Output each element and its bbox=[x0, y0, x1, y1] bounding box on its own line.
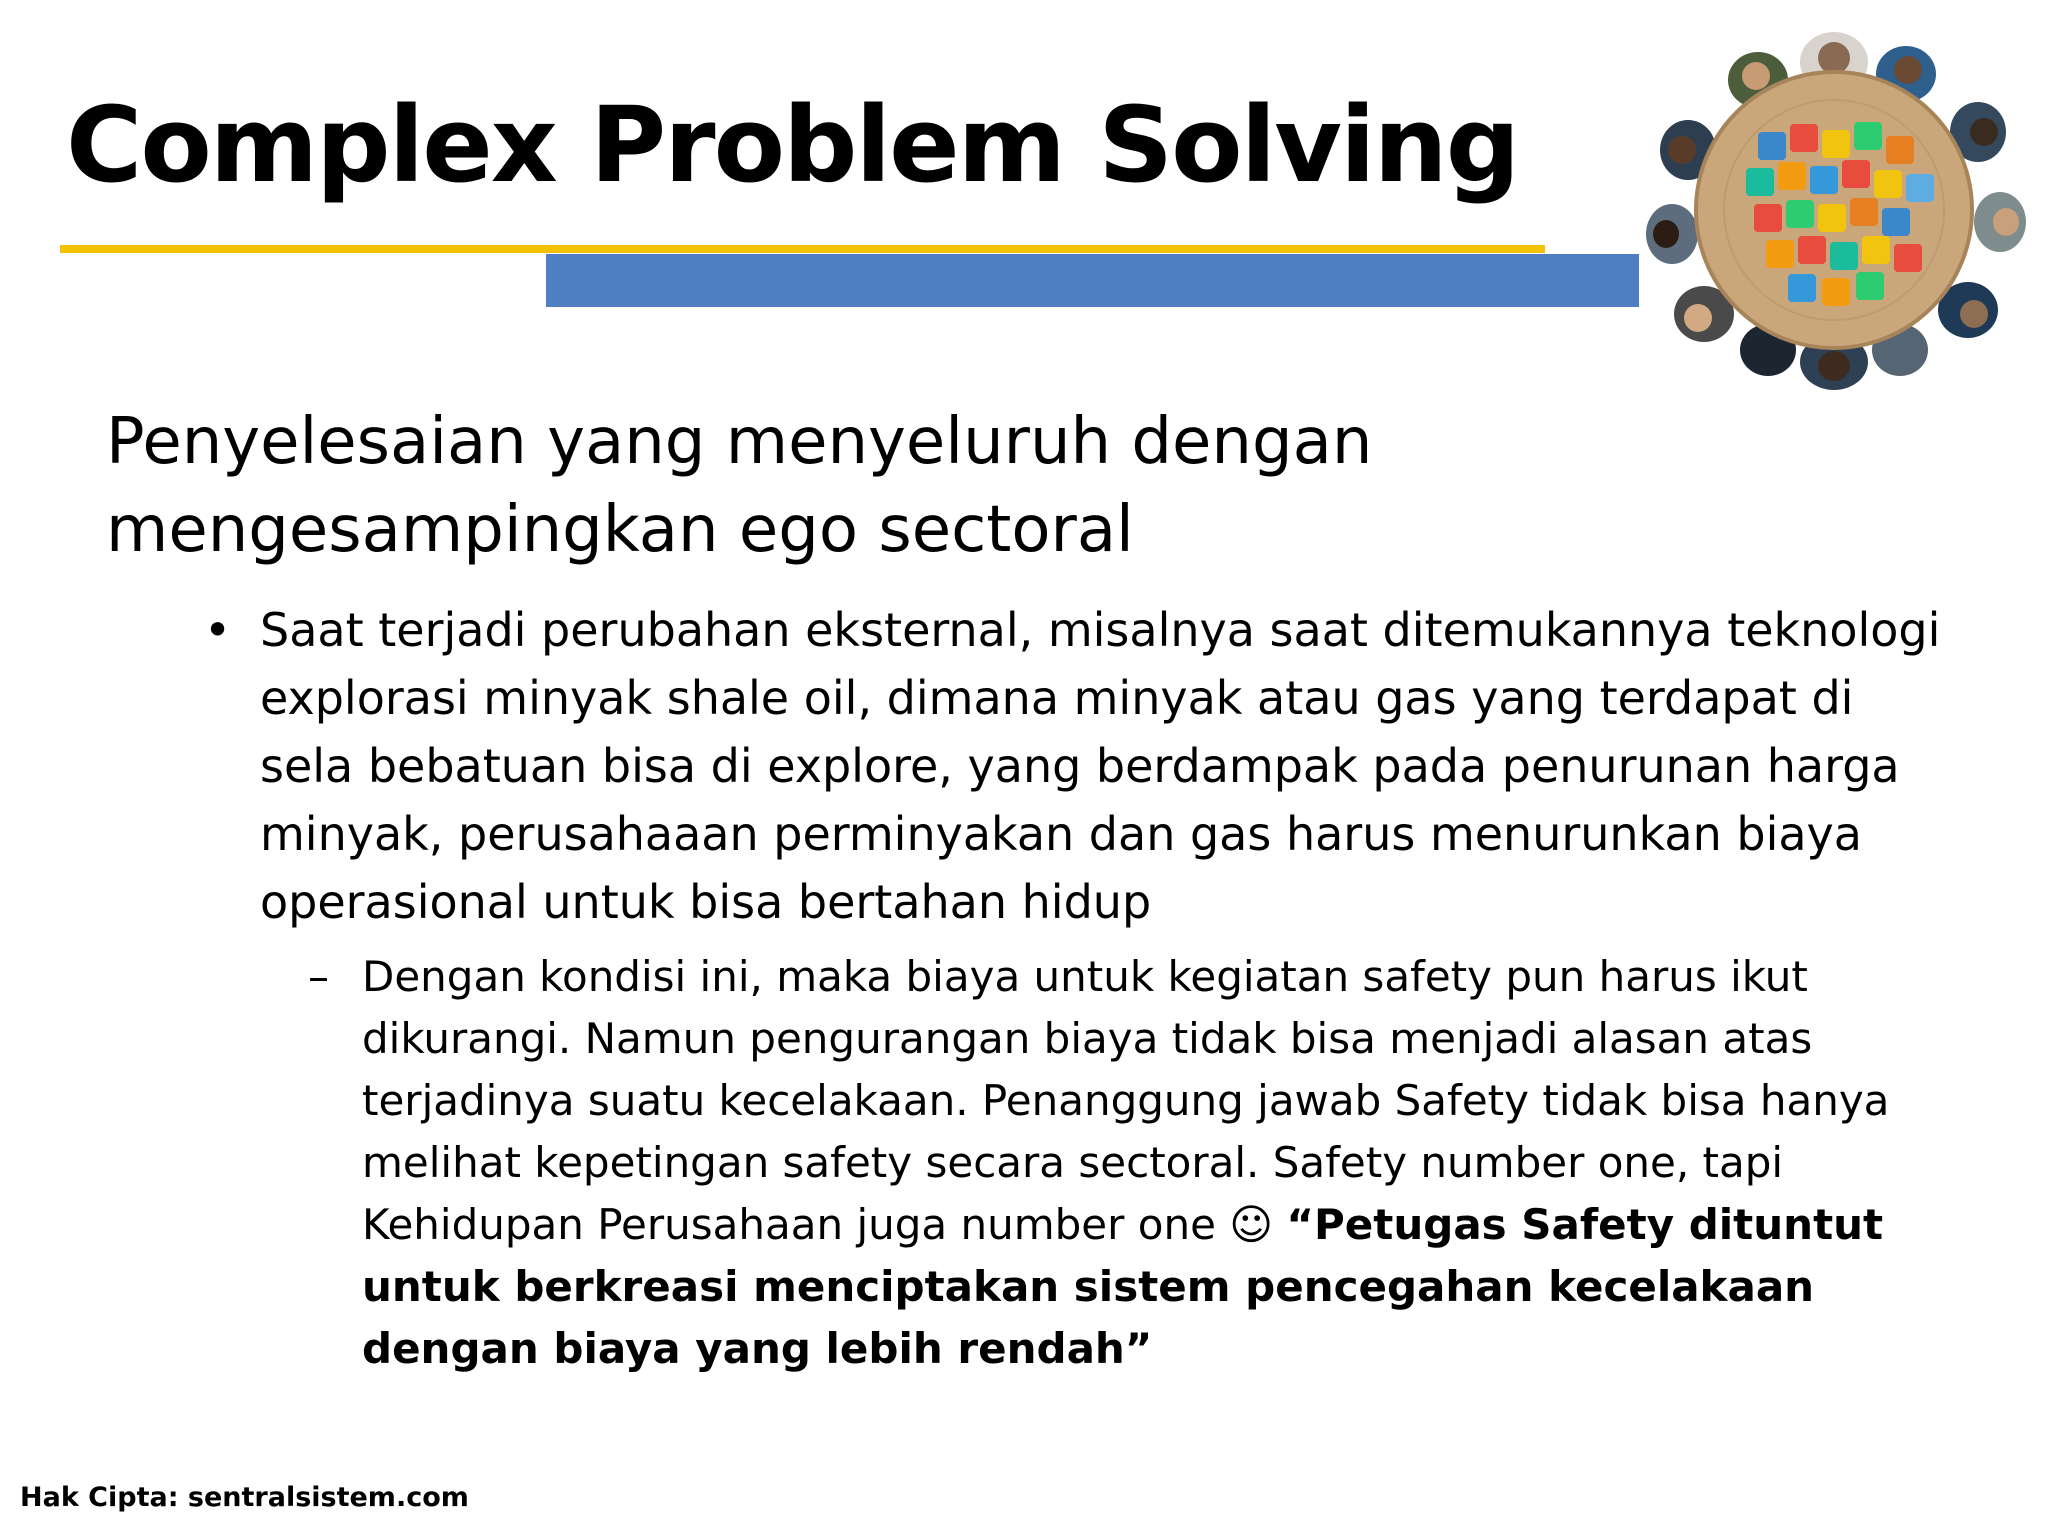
title-underline-blue-bar bbox=[546, 254, 1639, 307]
subbullet bbox=[362, 946, 1922, 1380]
bullet-marker: • bbox=[204, 603, 232, 657]
main-heading-line-2: mengesampingkan ego sectoral bbox=[106, 493, 1134, 567]
subbullet-marker: – bbox=[308, 952, 329, 1001]
title-underline-yellow bbox=[60, 245, 1545, 253]
puzzle-table-image bbox=[1638, 22, 2030, 394]
subbullet-text: Dengan kondisi ini, maka biaya untuk kegiatan safety pun harus ikut dikurangi. Namun pengurangan biaya tidak bisa menjadi alasan atas terjadinya suatu kecelakaan. Penanggung jawab Safety tidak bisa hanya melihat kepetingan safety secara sectoral. Safety number one, tapi Kehidupan Perusahaan juga number one ☺ bbox=[362, 952, 1890, 1249]
subbullet-bold-quote: “Petugas Safety dituntut untuk berkreasi menciptakan sistem pencegahan kecelakaan dengan biaya yang lebih rendah” bbox=[362, 1200, 1884, 1373]
slide-title: Complex Problem Solving bbox=[66, 84, 1519, 206]
bullet-text: Saat terjadi perubahan eksternal, misalnya saat ditemukannya teknologi explorasi minyak shale oil, dimana minyak atau gas yang terdapat di sela bebatuan bisa di explore, yang berdampak pada penurunan harga minyak, perusahaaan perminyakan dan gas harus menurunkan biaya operasional untuk bisa bertahan hidup bbox=[260, 603, 1941, 929]
copyright-footer: Hak Cipta: sentralsistem.com bbox=[20, 1482, 469, 1513]
main-heading-line-1: Penyelesaian yang menyeluruh dengan bbox=[106, 405, 1373, 479]
main-heading bbox=[106, 398, 1606, 574]
